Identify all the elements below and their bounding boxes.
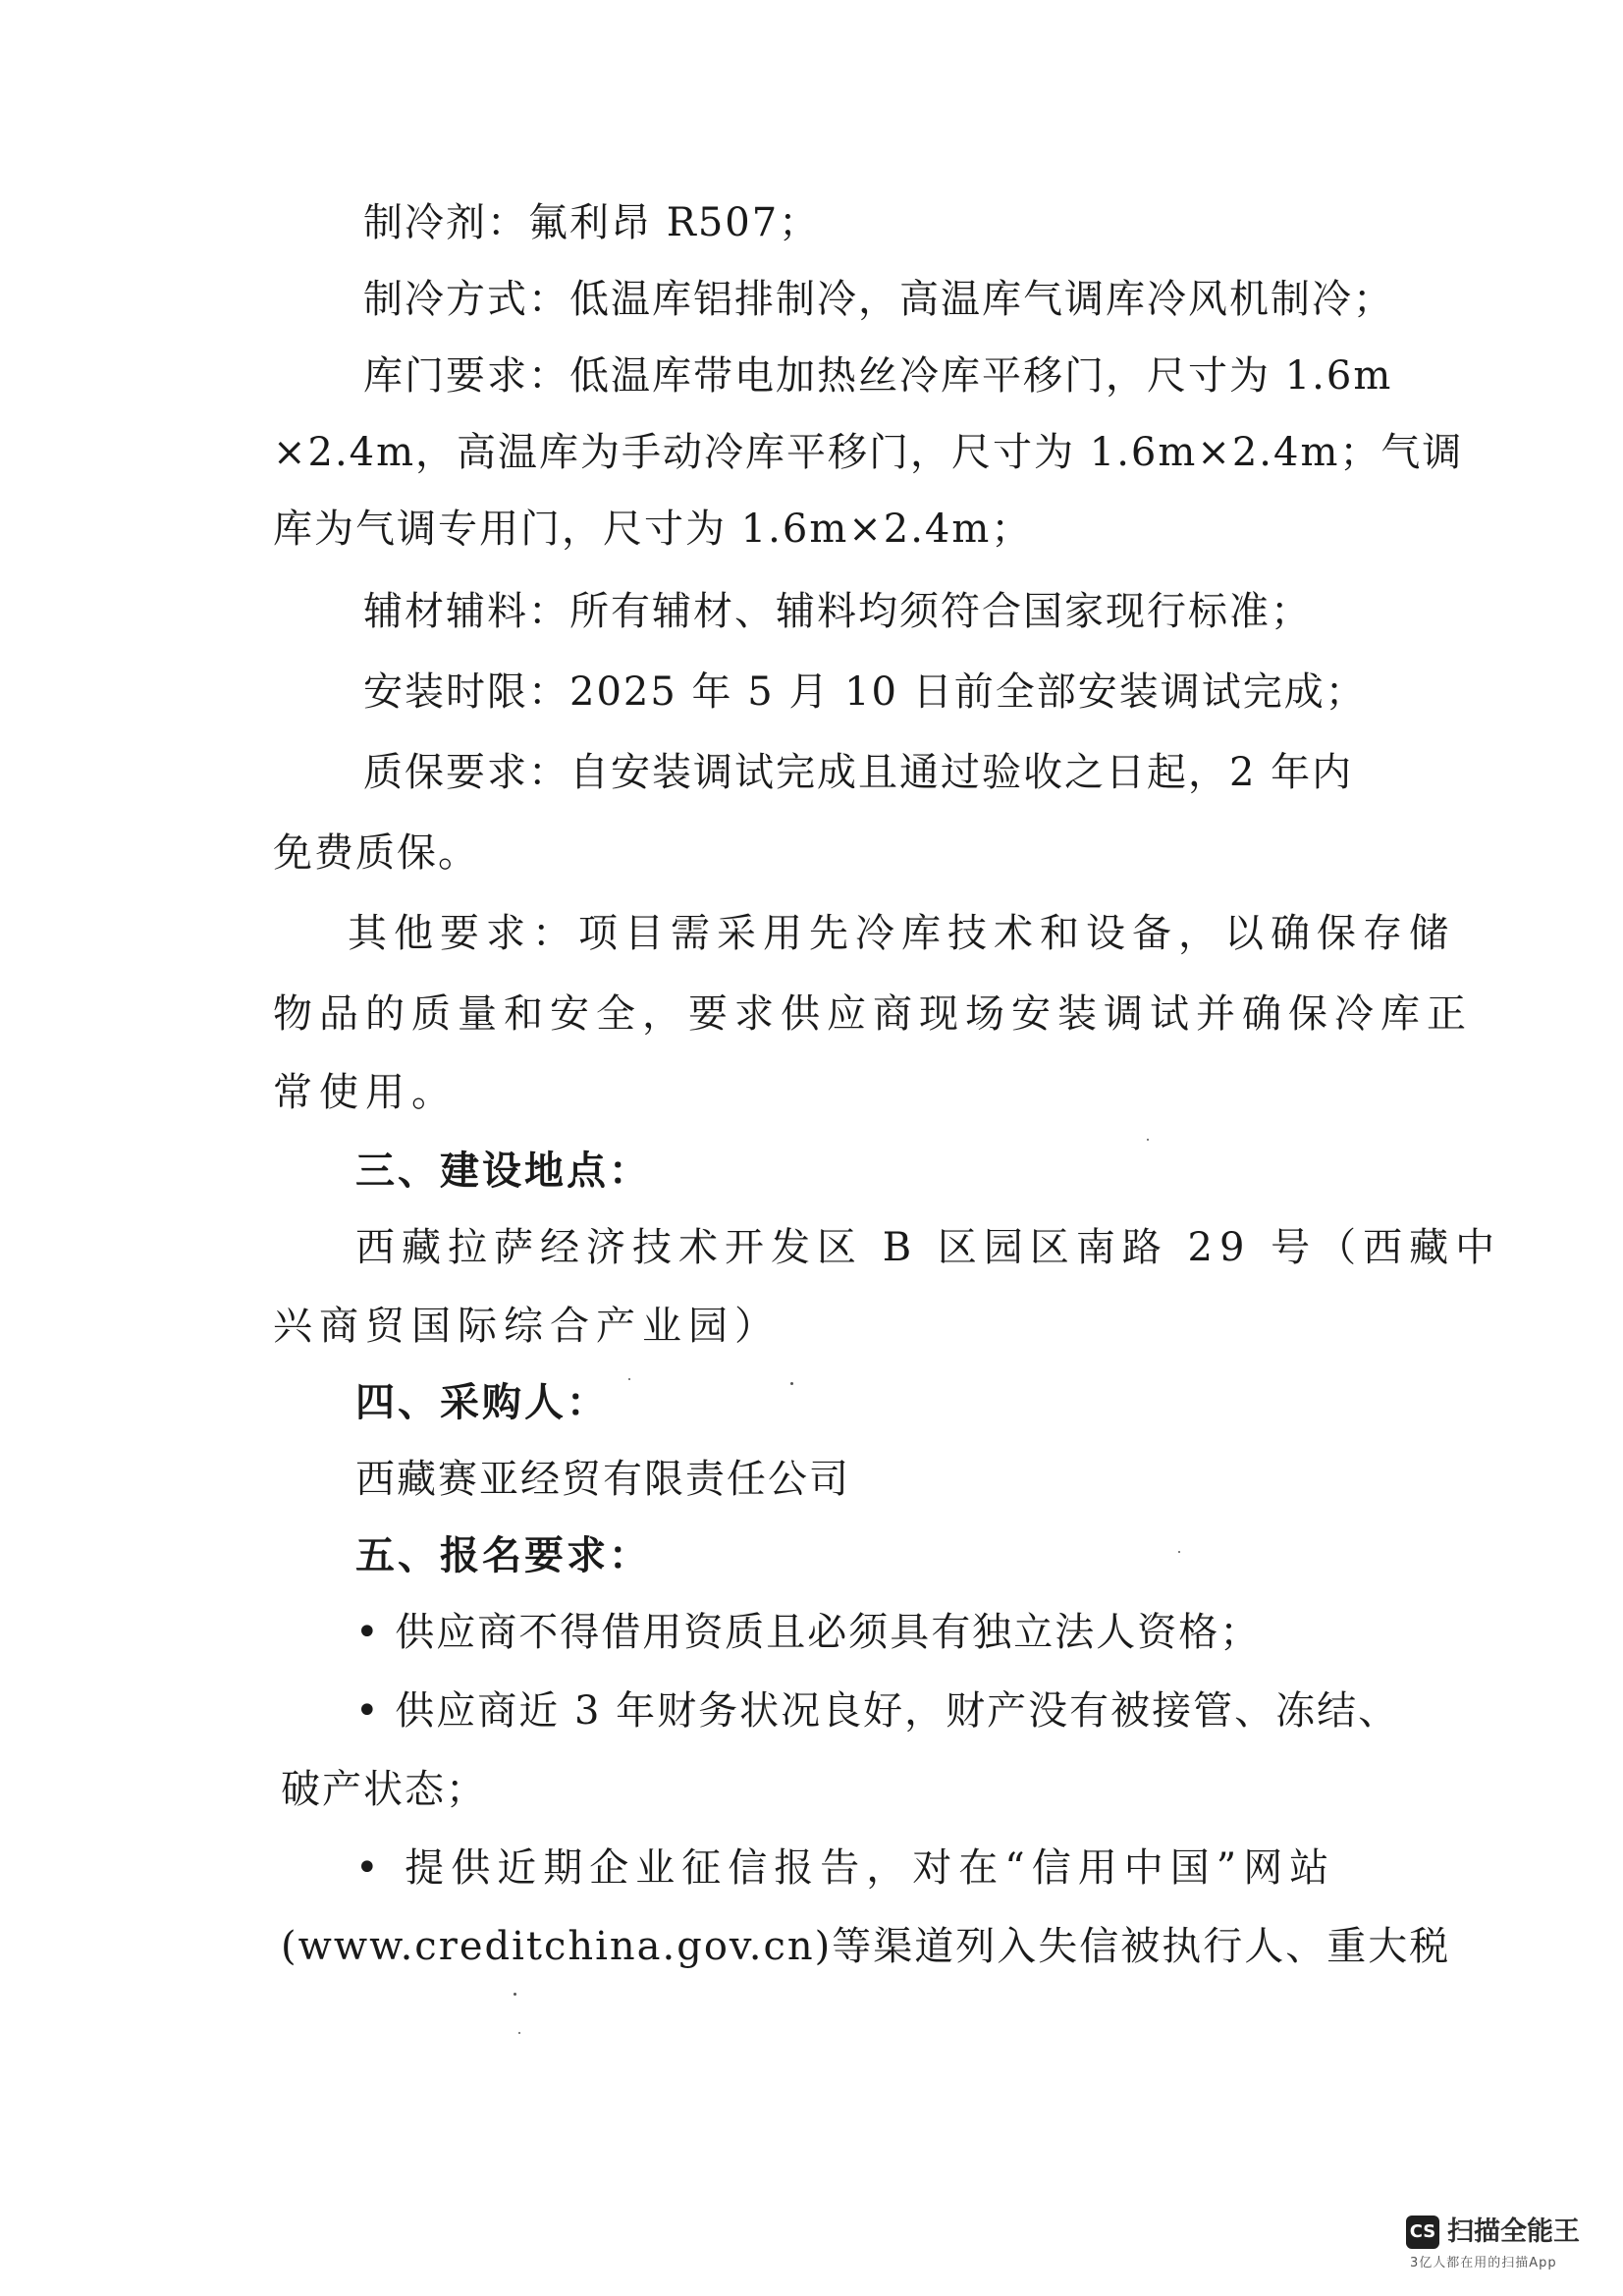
section-heading-location: 三、建设地点： xyxy=(355,1148,651,1194)
section-heading-registration: 五、报名要求： xyxy=(355,1533,651,1578)
other-requirements-line-1: 其他要求：项目需采用先冷库技术和设备，以确保存储 xyxy=(348,911,1455,956)
registration-requirement-2-line-2: 破产状态； xyxy=(281,1767,487,1812)
registration-requirement-2-line-1: • 供应商近 3 年财务状况良好，财产没有被接管、冻结、 xyxy=(355,1688,1400,1734)
refrigerant-line: 制冷剂：氟利昂 R507； xyxy=(363,200,821,245)
registration-requirement-1: • 供应商不得借用资质且必须具有独立法人资格； xyxy=(355,1610,1262,1655)
watermark-app-name: 扫描全能王 xyxy=(1447,2216,1580,2247)
purchaser-name-line: 西藏赛亚经贸有限责任公司 xyxy=(355,1457,850,1502)
registration-requirement-3-line-2: (www.creditchina.gov.cn)等渠道列入失信被执行人、重大税 xyxy=(281,1924,1451,1969)
watermark-tagline: 3亿人都在用的扫描App xyxy=(1410,2256,1557,2270)
cs-logo-icon: CS xyxy=(1406,2216,1439,2249)
door-requirement-line-3: 库为气调专用门，尺寸为 1.6m×2.4m； xyxy=(273,507,1033,552)
other-requirements-line-2: 物品的质量和安全，要求供应商现场安装调试并确保冷库正 xyxy=(273,991,1473,1037)
scan-speck xyxy=(790,1382,793,1385)
scan-speck xyxy=(1178,1551,1180,1553)
scan-speck xyxy=(518,2032,520,2034)
warranty-line-1: 质保要求：自安装调试完成且通过验收之日起，2 年内 xyxy=(363,750,1354,795)
auxiliary-materials-line: 辅材辅料：所有辅材、辅料均须符合国家现行标准； xyxy=(363,589,1312,634)
scan-speck xyxy=(514,1993,516,1996)
section-heading-purchaser: 四、采购人： xyxy=(355,1380,609,1425)
scan-speck xyxy=(1147,1139,1149,1141)
installation-deadline-line: 安装时限：2025 年 5 月 10 日前全部安装调试完成； xyxy=(363,669,1367,715)
door-requirement-line-1: 库门要求：低温库带电加热丝冷库平移门，尺寸为 1.6m xyxy=(363,353,1393,399)
door-requirement-line-2: ×2.4m，高温库为手动冷库平移门，尺寸为 1.6m×2.4m；气调 xyxy=(273,430,1464,475)
camscanner-watermark xyxy=(1406,2216,1602,2284)
scan-speck xyxy=(628,1378,630,1380)
registration-requirement-3-line-1: • 提供近期企业征信报告，对在“信用中国”网站 xyxy=(355,1845,1336,1891)
location-address-line-1: 西藏拉萨经济技术开发区 B 区园区南路 29 号（西藏中 xyxy=(355,1225,1502,1270)
location-address-line-2: 兴商贸国际综合产业园） xyxy=(273,1304,781,1349)
warranty-line-2: 免费质保。 xyxy=(273,830,479,876)
cooling-method-line: 制冷方式：低温库铝排制冷，高温库气调库冷风机制冷； xyxy=(363,277,1394,322)
other-requirements-line-3: 常使用。 xyxy=(273,1070,458,1115)
